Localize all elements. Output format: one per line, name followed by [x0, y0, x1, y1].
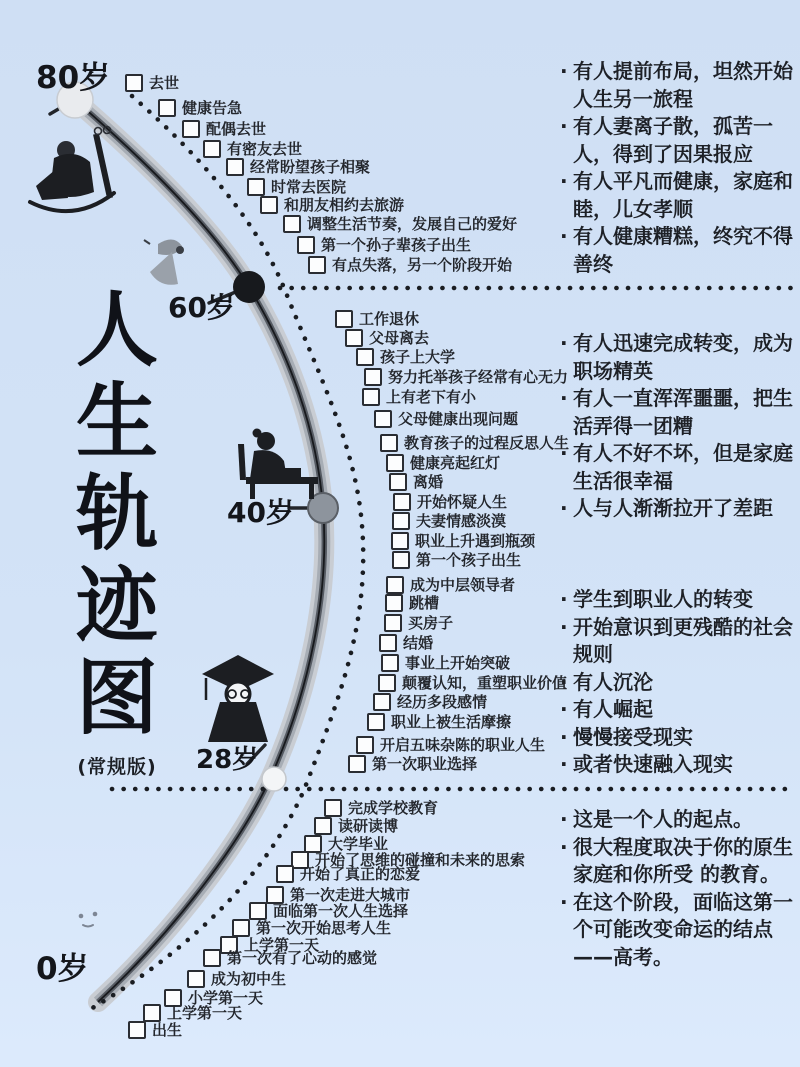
checklist-item — [314, 817, 398, 835]
commentary-bullet: · 这是一个人的起点。 — [560, 806, 798, 834]
age-label-80: 80岁 — [36, 60, 111, 96]
title-char: 人 — [75, 282, 158, 378]
commentary-bullet: · 人与人渐渐拉开了差距 — [560, 495, 798, 523]
checklist-item-label: 和朋友相约去旅游 — [284, 196, 405, 214]
checklist-item-label: 离婚 — [413, 473, 444, 491]
commentary-bullet: · 或者快速融入现实 — [560, 751, 798, 779]
commentary-bullet: · 慢慢接受现实 — [560, 724, 798, 752]
checklist-item-label: 开始怀疑人生 — [417, 493, 508, 511]
checklist-item-label: 开始了真正的恋爱 — [300, 865, 421, 883]
commentary-bullet: · 学生到职业人的转变 — [560, 586, 798, 614]
checklist-item — [143, 1004, 242, 1022]
commentary-bullet: · 有人妻离子散，孤苦一人，得到了因果报应 — [560, 113, 798, 168]
checklist-item — [232, 919, 391, 937]
checklist-item-label: 读研读博 — [338, 817, 399, 835]
checklist-item-label: 夫妻情感淡漠 — [416, 512, 507, 530]
checklist-item-label: 结婚 — [403, 634, 434, 652]
checklist-item-label: 父母健康出现问题 — [398, 410, 519, 428]
commentary-section-60-40 — [560, 330, 798, 523]
age-label-28: 28岁 — [196, 745, 259, 775]
checklist-item-label: 有点失落，另一个阶段开始 — [332, 256, 513, 274]
checklist-item-label: 颠覆认知，重塑职业价值 — [402, 674, 568, 692]
commentary-bullet: · 有人一直浑浑噩噩，把生活弄得一团糟 — [560, 385, 798, 440]
commentary-bullet: · 很大程度取决于你的原生家庭和你所受 的教育。 — [560, 834, 798, 889]
commentary-bullet: · 有人健康糟糕，终究不得善终 — [560, 223, 798, 278]
checklist-item-label: 事业上开始突破 — [405, 654, 511, 672]
commentary-bullet: · 有人提前布局，坦然开始人生另一旅程 — [560, 58, 798, 113]
checklist-item — [187, 970, 286, 988]
checklist-item-label: 上有老下有小 — [386, 388, 477, 406]
checklist-item-label: 第一次有了心动的感觉 — [227, 949, 378, 967]
title-char: 迹 — [75, 558, 158, 654]
commentary-bullet: · 在这个阶段，面临这第一个可能改变命运的结点——高考。 — [560, 889, 798, 972]
checklist-item-label: 大学毕业 — [328, 835, 389, 853]
checkbox[interactable] — [143, 1004, 161, 1022]
checklist-item — [324, 799, 438, 817]
checklist-item — [276, 865, 420, 883]
checklist-item-label: 买房子 — [408, 614, 454, 632]
title-char: 生 — [75, 374, 158, 470]
checklist-item-label: 教育孩子的过程反思人生 — [404, 434, 570, 452]
title-char: 轨 — [75, 466, 158, 562]
commentary-bullet: · 有人沉沦 — [560, 669, 798, 697]
checkbox[interactable] — [324, 799, 342, 817]
checklist-item-label: 经历多段感情 — [397, 693, 488, 711]
age-label-60: 60岁 — [168, 291, 235, 324]
checkbox[interactable] — [187, 970, 205, 988]
checklist-item-label: 去世 — [149, 74, 180, 92]
checklist-item — [203, 949, 377, 967]
commentary-section-80 — [560, 58, 798, 278]
checklist-item-label: 第一次开始思考人生 — [256, 919, 392, 937]
checkbox[interactable] — [249, 902, 267, 920]
age-label-0: 0岁 — [36, 951, 89, 987]
checklist-item-label: 第一个孩子出生 — [416, 551, 522, 569]
checkbox[interactable] — [314, 817, 332, 835]
checklist-item — [249, 902, 408, 920]
checkbox[interactable] — [276, 865, 294, 883]
checklist-item-label: 开始了思维的碰撞和未来的思索 — [315, 851, 526, 869]
commentary-bullet: · 有人平凡而健康，家庭和睦，儿女孝顺 — [560, 168, 798, 223]
checklist-item-label: 成为中层领导者 — [410, 576, 516, 594]
checklist-item-label: 健康亮起红灯 — [410, 454, 501, 472]
commentary-bullet: · 有人迅速完成转变，成为职场精英 — [560, 330, 798, 385]
commentary-section-0 — [560, 806, 798, 971]
age-label-40: 40岁 — [227, 496, 294, 529]
commentary-bullet: · 开始意识到更残酷的社会规则 — [560, 614, 798, 669]
checklist-item-label: 跳槽 — [409, 594, 440, 612]
checklist-item — [128, 1021, 182, 1039]
checklist-item-label: 调整生活节奏，发展自己的爱好 — [307, 215, 518, 233]
checklist-item-label: 有密友去世 — [227, 140, 303, 158]
checklist-item-label: 完成学校教育 — [348, 799, 439, 817]
checklist-item-label: 时常去医院 — [271, 178, 347, 196]
checklist-item-label: 努力托举孩子经常有心无力 — [388, 368, 569, 386]
checklist-item-label: 健康告急 — [182, 99, 243, 117]
checklist-item-label: 上学第一天 — [167, 1004, 243, 1022]
checkbox[interactable] — [128, 1021, 146, 1039]
checklist-item-label: 职业上被生活摩擦 — [391, 713, 512, 731]
checklist-item-label: 配偶去世 — [206, 120, 267, 138]
checklist-item-label: 孩子上大学 — [380, 348, 456, 366]
checklist-item-label: 工作退休 — [359, 310, 420, 328]
checklist-item-label: 成为初中生 — [211, 970, 287, 988]
checklist-item-label: 开启五味杂陈的职业人生 — [380, 736, 546, 754]
commentary-bullet: · 有人不好不坏，但是家庭生活很幸福 — [560, 440, 798, 495]
checklist-item-label: 第一个孙子辈孩子出生 — [321, 236, 472, 254]
checklist-item-label: 职业上升遇到瓶颈 — [415, 532, 536, 550]
checklist-item-label: 第一次走进大城市 — [290, 886, 411, 904]
title-char: 图 — [75, 650, 158, 746]
checklist-item-label: 出生 — [152, 1021, 183, 1039]
title-subtitle: (常规版) — [77, 756, 157, 778]
checkbox[interactable] — [203, 949, 221, 967]
checkbox[interactable] — [232, 919, 250, 937]
commentary-bullet: · 有人崛起 — [560, 696, 798, 724]
checklist-item-label: 上学第一天 — [244, 936, 320, 954]
checklist-item-label: 经常盼望孩子相聚 — [250, 158, 371, 176]
commentary-section-28 — [560, 586, 798, 779]
checklist-item-label: 小学第一天 — [188, 989, 264, 1007]
checklist-item-label: 面临第一次人生选择 — [273, 902, 409, 920]
checklist-item-label: 第一次职业选择 — [372, 755, 478, 773]
checklist-item-label: 父母离去 — [369, 329, 430, 347]
